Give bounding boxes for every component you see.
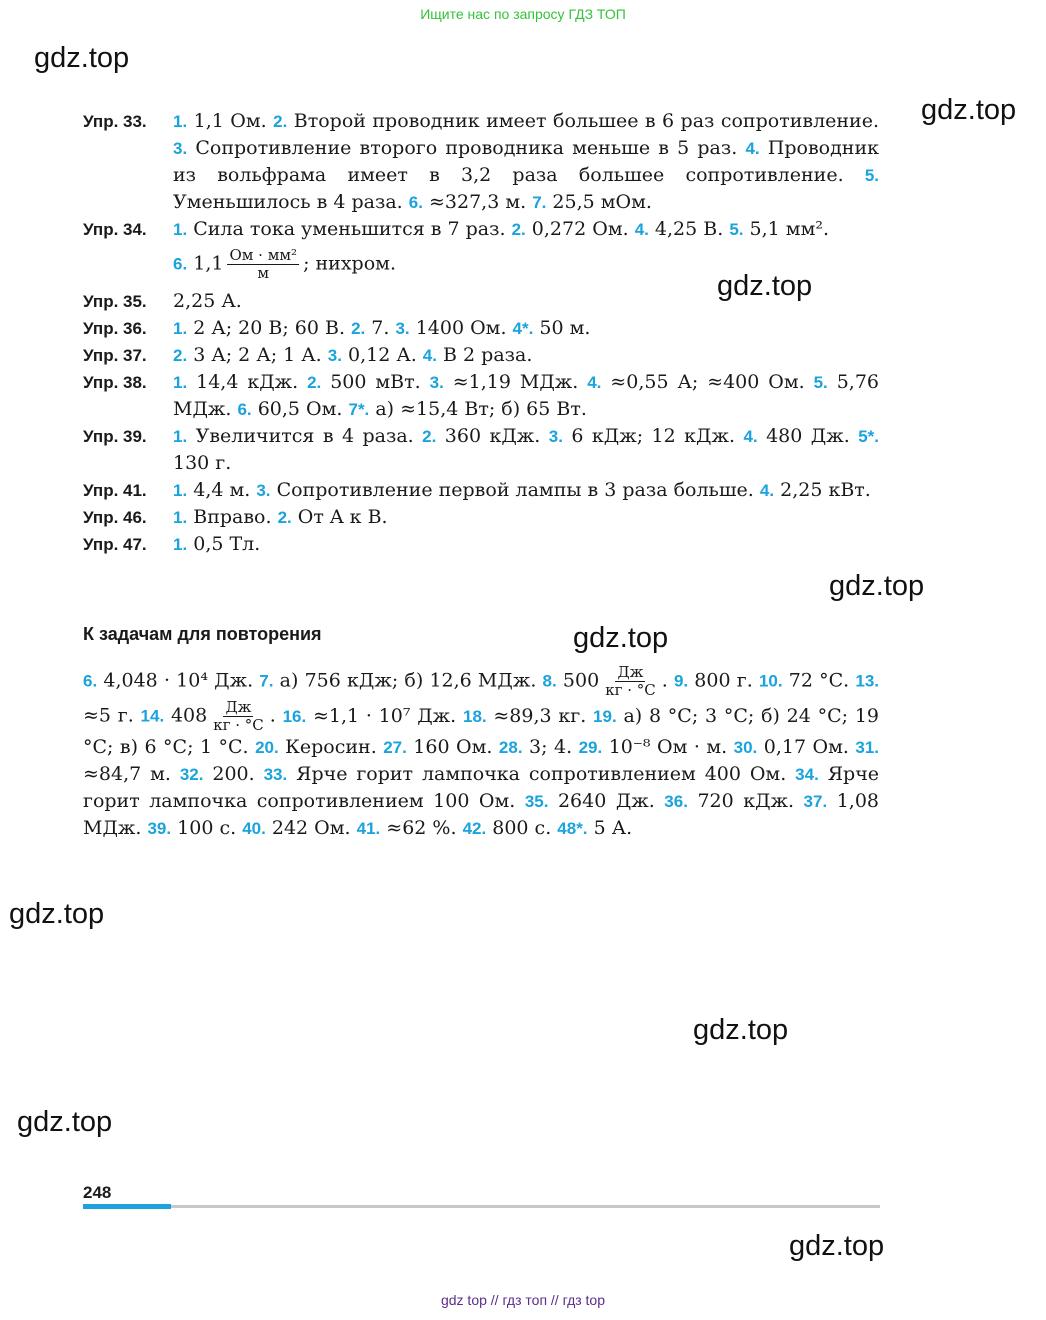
answer-number: 2. <box>351 319 366 338</box>
answer-text: ≈62 %. <box>380 817 463 839</box>
exercise-row <box>83 108 879 216</box>
exercise-body <box>173 531 879 558</box>
review-answers <box>83 664 879 842</box>
exercise-body <box>173 369 879 423</box>
answer-number: 42. <box>462 819 487 838</box>
watermark: gdz.top <box>34 42 130 74</box>
answer-text: 1400 Ом. <box>409 317 513 339</box>
answer-text: 2 А; 20 В; 60 В. <box>187 317 352 339</box>
exercise-answers <box>83 108 879 558</box>
answer-text: 7. <box>365 317 396 339</box>
answer-number: 36. <box>664 792 688 811</box>
answer-number: 16. <box>282 706 307 726</box>
answer-number: 8. <box>542 671 557 691</box>
answer-text: 5,76 МДж. <box>173 371 880 420</box>
answer-number: 19. <box>593 706 617 726</box>
answer-number: 4. <box>634 220 649 239</box>
watermark: gdz.top <box>17 1106 113 1138</box>
answer-text: ≈5 г. <box>83 704 141 727</box>
exercise-label: Упр. 46. <box>83 508 147 527</box>
answer-text: Проводник из вольфрама имеет в 3,2 раза большее сопротивление. <box>173 137 880 186</box>
answer-number: 31. <box>855 738 880 757</box>
answer-number: 4*. <box>512 319 534 338</box>
fraction-numerator: Дж <box>617 663 644 681</box>
answer-number: 29. <box>578 738 603 757</box>
exercise-body <box>173 504 879 531</box>
footer-rule-accent <box>83 1204 171 1209</box>
answer-number: 37. <box>803 792 828 811</box>
answer-text: 2640 Дж. <box>548 790 665 812</box>
exercise-label: Упр. 37. <box>83 346 147 365</box>
answer-number: 5. <box>864 166 879 185</box>
answer-text: . <box>269 704 283 727</box>
answer-text: Сопротивление второго проводника меньше в 5 раз. <box>187 137 746 159</box>
fraction-denominator: м <box>257 264 270 282</box>
answer-text: От A к B. <box>291 506 388 528</box>
answer-number: 2. <box>307 373 322 392</box>
answer-number: 3. <box>327 346 342 365</box>
answer-text: 3; 4. <box>522 736 579 758</box>
watermark: gdz.top <box>9 898 105 930</box>
exercise-label: Упр. 34. <box>83 220 147 239</box>
answer-text: 500 мВт. <box>321 371 430 393</box>
answer-number: 3. <box>429 373 444 392</box>
answer-number: 6. <box>237 400 252 419</box>
answer-number: 35. <box>524 792 549 811</box>
answer-text: 242 Ом. <box>265 817 357 839</box>
answer-text: 100 с. <box>171 817 243 839</box>
exercise-label: Упр. 47. <box>83 535 147 554</box>
answer-text: 3 А; 2 А; 1 А. <box>187 344 328 366</box>
exercise-label: Упр. 41. <box>83 481 147 500</box>
answer-text: 4,25 В. <box>648 218 730 240</box>
answer-text: Ярче горит лампочка сопротивлением 100 Ом. <box>83 763 880 812</box>
unit-fraction <box>227 247 299 282</box>
answer-number: 10. <box>758 671 783 691</box>
answer-number: 1. <box>173 319 188 338</box>
answer-text: 0,272 Ом. <box>525 218 635 240</box>
exercise-row <box>83 216 879 288</box>
exercise-row <box>83 504 879 531</box>
answer-number: 3. <box>173 139 188 158</box>
answer-text: 160 Ом. <box>406 736 499 758</box>
answer-text: Уменьшилось в 4 раза. <box>173 191 409 213</box>
answer-number: 20. <box>255 738 279 757</box>
answer-text: а) 756 кДж; б) 12,6 МДж. <box>273 669 543 692</box>
answer-number: 5*. <box>858 427 879 446</box>
answer-number: 1. <box>173 220 188 239</box>
answer-number: 13. <box>855 671 880 691</box>
fraction-numerator: Дж <box>225 698 252 716</box>
answer-number: 1. <box>173 427 188 446</box>
answer-number: 14. <box>140 706 165 726</box>
answer-number: 34. <box>795 765 819 784</box>
answer-text: 0,12 А. <box>341 344 423 366</box>
answer-text: 1,1 <box>187 252 224 275</box>
exercise-body <box>173 288 879 315</box>
answer-text: 2,25 кВт. <box>774 479 871 501</box>
watermark: gdz.top <box>921 94 1017 126</box>
answer-number: 41. <box>356 819 381 838</box>
answer-text: ≈89,3 кг. <box>486 704 594 727</box>
answer-text: ≈1,1 · 10⁷ Дж. <box>306 704 463 727</box>
fraction-numerator: Ом · мм² <box>229 246 298 264</box>
exercise-label: Упр. 33. <box>83 112 147 131</box>
answer-number: 1. <box>173 535 188 554</box>
exercise-label: Упр. 38. <box>83 373 147 392</box>
exercise-row <box>83 288 879 315</box>
answer-number: 2. <box>511 220 526 239</box>
answer-text: 360 кДж. <box>436 425 549 447</box>
answer-number: 4. <box>743 427 758 446</box>
answer-number: 9. <box>673 671 689 691</box>
exercise-body <box>173 315 879 342</box>
answer-text: 4,048 · 10⁴ Дж. <box>97 669 260 692</box>
watermark: gdz.top <box>789 1230 885 1262</box>
answer-number: 1. <box>173 112 188 131</box>
answer-text: 2,25 А. <box>173 290 242 312</box>
answer-text: 500 <box>556 669 600 692</box>
answer-number: 1. <box>173 373 188 392</box>
answer-text: 0,5 Тл. <box>187 533 261 555</box>
answer-text: Керосин. <box>278 736 384 758</box>
exercise-row <box>83 477 879 504</box>
page-number: 248 <box>83 1183 112 1202</box>
answer-text: 0,17 Ом. <box>757 736 856 758</box>
answer-number: 30. <box>733 738 758 757</box>
watermark: gdz.top <box>717 270 813 302</box>
watermark: gdz.top <box>693 1014 789 1046</box>
footer-rule <box>83 1205 880 1208</box>
answer-text: 408 <box>164 704 208 727</box>
exercise-row <box>83 369 879 423</box>
answer-number: 5. <box>729 220 744 239</box>
answer-text: 5 А. <box>587 817 633 839</box>
answer-number: 28. <box>498 738 523 757</box>
section-title: К задачам для повторения <box>83 624 322 644</box>
answer-text: 800 г. <box>688 669 759 692</box>
exercise-label: Упр. 39. <box>83 427 147 446</box>
exercise-row <box>83 315 879 342</box>
answer-text: Вправо. <box>187 506 278 528</box>
answer-text: а) ≈15,4 Вт; б) 65 Вт. <box>369 398 587 420</box>
answer-text: Увеличится в 4 раза. <box>187 425 423 447</box>
answer-text: 720 кДж. <box>687 790 804 812</box>
answer-number: 4. <box>587 373 602 392</box>
answer-number: 2. <box>422 427 437 446</box>
answer-number: 18. <box>462 706 487 726</box>
exercise-body <box>173 108 879 216</box>
answer-number: 27. <box>383 738 407 757</box>
answer-number: 32. <box>179 765 204 784</box>
answer-text: 800 с. <box>486 817 558 839</box>
unit-fraction <box>603 664 658 699</box>
answer-number: 6. <box>83 671 98 691</box>
answer-number: 2. <box>173 346 188 365</box>
answer-text: 25,5 мОм. <box>546 191 652 213</box>
answer-number: 40. <box>242 819 266 838</box>
exercise-body <box>173 216 879 288</box>
fraction-denominator: кг · °С <box>605 681 656 699</box>
answer-text: Второй проводник имеет большее в 6 раз сопротивление. <box>287 110 879 132</box>
exercise-label: Упр. 35. <box>83 292 147 311</box>
answer-text: 14,4 кДж. <box>187 371 308 393</box>
answer-number: 4. <box>759 481 775 500</box>
answer-text: 10⁻⁸ Ом · м. <box>602 736 734 758</box>
exercise-body <box>173 477 879 504</box>
answer-number: 4. <box>745 139 760 158</box>
answer-number: 3. <box>395 319 410 338</box>
answer-text: Сопротивление первой лампы в 3 раза больше. <box>270 479 760 501</box>
unit-fraction <box>211 699 266 734</box>
answer-text: ≈0,55 А; ≈400 Ом. <box>601 371 814 393</box>
answer-text: ≈1,19 МДж. <box>443 371 588 393</box>
answer-text: . <box>661 669 674 692</box>
exercise-row <box>83 423 879 477</box>
answer-text: 5,1 мм². <box>743 218 830 240</box>
answer-text: 130 г. <box>173 452 232 474</box>
answer-text: ≈327,3 м. <box>422 191 533 213</box>
watermark: gdz.top <box>573 622 669 654</box>
exercise-body <box>173 342 879 369</box>
answer-line <box>173 247 879 282</box>
answer-text: а) 8 °С; 3 °С; б) 24 °С; 19 °С; в) 6 °С; 1 °С. <box>83 704 880 758</box>
answer-text: 60,5 Ом. <box>251 398 349 420</box>
answer-number: 39. <box>147 819 172 838</box>
answer-number: 5. <box>813 373 828 392</box>
answer-text: 72 °С. <box>782 669 856 692</box>
exercise-row <box>83 531 879 558</box>
exercise-body <box>173 423 879 477</box>
exercise-row <box>83 342 879 369</box>
answer-text: Сила тока уменьшится в 7 раз. <box>187 218 512 240</box>
answer-number: 3. <box>548 427 563 446</box>
answer-text: 1,1 Ом. <box>187 110 274 132</box>
answer-text: 480 Дж. <box>757 425 859 447</box>
answer-number: 7. <box>532 193 547 212</box>
answer-number: 48*. <box>557 819 588 838</box>
top-banner: Ищите нас по запросу ГДЗ ТОП <box>420 6 626 22</box>
answer-text: 1,08 МДж. <box>83 790 879 839</box>
answer-number: 33. <box>263 765 288 784</box>
answer-text: 50 м. <box>533 317 591 339</box>
exercise-label: Упр. 36. <box>83 319 147 338</box>
answer-number: 2. <box>273 112 288 131</box>
answer-text: 4,4 м. <box>187 479 257 501</box>
answer-number: 4. <box>422 346 437 365</box>
answer-number: 7. <box>259 671 274 691</box>
answer-text: ; нихром. <box>303 252 396 275</box>
answer-number: 6. <box>408 193 423 212</box>
answer-text: 200. <box>203 763 264 785</box>
answer-number: 6. <box>173 254 188 274</box>
fraction-denominator: кг · °С <box>213 716 264 734</box>
answer-number: 3. <box>256 481 271 500</box>
answer-text: В 2 раза. <box>436 344 533 366</box>
answer-text: ≈84,7 м. <box>83 763 180 785</box>
answer-text: Ярче горит лампочка сопротивлением 400 Ом. <box>287 763 796 785</box>
answer-number: 1. <box>173 508 188 527</box>
answer-text: 6 кДж; 12 кДж. <box>562 425 744 447</box>
answer-number: 7*. <box>348 400 370 419</box>
watermark: gdz.top <box>829 570 925 602</box>
answer-number: 1. <box>173 481 188 500</box>
answer-number: 2. <box>277 508 292 527</box>
footer-links: gdz top // гдз топ // гдз top <box>440 1292 606 1308</box>
